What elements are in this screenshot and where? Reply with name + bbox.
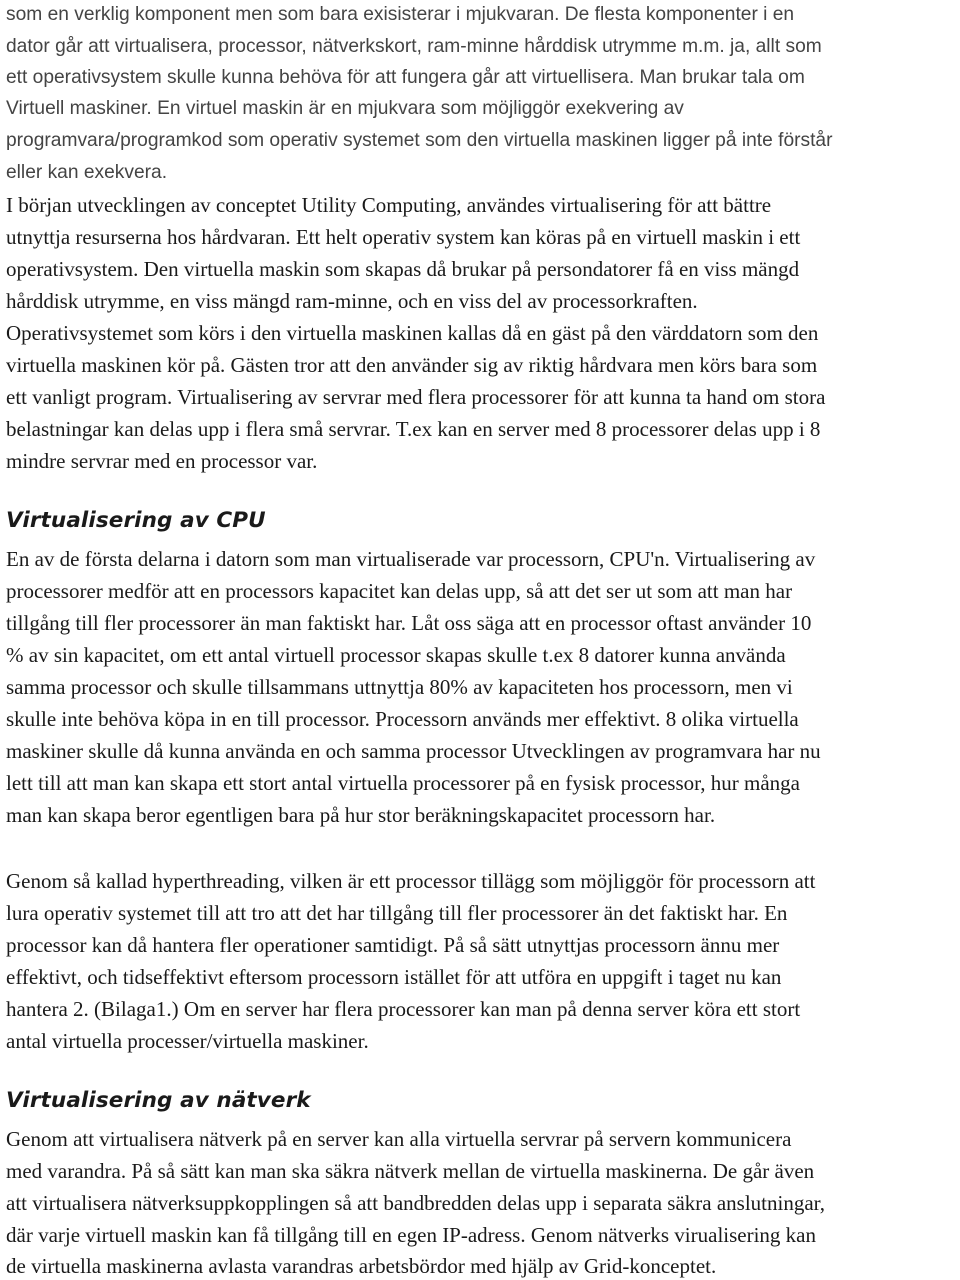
section-heading-cpu: Virtualisering av CPU: [6, 508, 266, 533]
paragraph-line: processor kan då hantera fler operationer samtidigt. På så sätt utnyttjas processorn ännu mer: [6, 933, 780, 957]
paragraph-line: lett till att man kan skapa ett stort antal virtuella processorer på en fysisk processor, hur många: [6, 771, 801, 795]
paragraph-line: mindre servrar med en processor var.: [6, 449, 318, 473]
paragraph-line: man kan skapa beror egentligen bara på hur stor beräkningskapacitet processorn har.: [6, 803, 716, 827]
paragraph-line: effektivt, och tidseffektivt eftersom processorn istället för att utföra en uppgift i taget nu kan: [6, 965, 782, 989]
paragraph-line: antal virtuella processer/virtuella maskiner.: [6, 1029, 369, 1053]
paragraph-line: tillgång till fler processorer än man faktiskt har. Låt oss säga att en processor oftast använder 10: [6, 611, 812, 635]
paragraph-line: eller kan exekvera.: [6, 162, 168, 183]
paragraph-line: belastningar kan delas upp i flera små servrar. T.ex kan en server med 8 processorer delas upp i 8: [6, 417, 821, 441]
paragraph-line: programvara/programkod som operativ systemet som den virtuella maskinen ligger på inte förstår: [6, 130, 833, 151]
paragraph-line: Genom att virtualisera nätverk på en server kan alla virtuella servrar på servern kommunicera: [6, 1127, 792, 1151]
paragraph-line: där varje virtuell maskin kan få tillgång till en egen IP-adress. Genom nätverks virualisering kan: [6, 1223, 817, 1247]
paragraph-line: hantera 2. (Bilaga1.) Om en server har flera processorer kan man på denna server köra ett stort: [6, 997, 801, 1021]
paragraph-line: utnyttja resurserna hos hårdvaran. Ett helt operativ system kan köras på en virtuell maskin i ett: [6, 225, 801, 249]
paragraph-line: samma processor och skulle tillsammans uttnyttja 80% av kapaciteten hos processorn, men vi: [6, 675, 793, 699]
section-heading-network: Virtualisering av nätverk: [6, 1088, 311, 1113]
paragraph-line: de virtuella maskinerna avlasta varandras arbetsbördor med hjälp av Grid-konceptet.: [6, 1254, 717, 1278]
paragraph-line: dator går att virtualisera, processor, nätverkskort, ram-minne hårddisk utrymme m.m. ja, allt som: [6, 36, 822, 57]
paragraph-line: att virtualisera nätverksuppkopplingen så att bandbredden delas upp i separata säkra anslutningar,: [6, 1191, 826, 1215]
paragraph-line: maskiner skulle då kunna använda en och samma processor Utvecklingen av programvara har nu: [6, 739, 821, 763]
paragraph-line: Virtuell maskiner. En virtuel maskin är en mjukvara som möjliggör exekvering av: [6, 98, 684, 119]
paragraph-line: processorer medför att en processors kapacitet kan delas upp, så att det ser ut som att man har: [6, 579, 793, 603]
paragraph-line: Operativsystemet som körs i den virtuella maskinen kallas då en gäst på den värddatorn som den: [6, 321, 819, 345]
paragraph-line: ett operativsystem skulle kunna behöva för att fungera går att virtuellisera. Man brukar tala om: [6, 67, 805, 88]
paragraph-line: ett vanligt program. Virtualisering av servrar med flera processorer för att kunna ta hand om stora: [6, 385, 826, 409]
paragraph-line: Genom så kallad hyperthreading, vilken är ett processor tillägg som möjliggör för processorn att: [6, 869, 816, 893]
paragraph-line: % av sin kapacitet, om ett antal virtuell processor skapas skulle t.ex 8 datorer kunna använda: [6, 643, 786, 667]
paragraph-line: hårddisk utrymme, en viss mängd ram-minne, och en viss del av processorkraften.: [6, 289, 698, 313]
paragraph-line: En av de första delarna i datorn som man virtualiserade var processorn, CPU'n. Virtualisering av: [6, 547, 816, 571]
paragraph-line: I början utvecklingen av conceptet Utility Computing, användes virtualisering för att bättre: [6, 193, 772, 217]
paragraph-line: med varandra. På så sätt kan man ska säkra nätverk mellan de virtuella maskinerna. De går även: [6, 1159, 815, 1183]
paragraph-line: lura operativ systemet till att tro att det har tillgång till fler processorer än det faktiskt har. En: [6, 901, 788, 925]
paragraph-line: operativsystem. Den virtuella maskin som skapas då brukar på persondatorer få en viss mängd: [6, 257, 800, 281]
paragraph-line: virtuella maskinen kör på. Gästen tror att den använder sig av riktig hårdvara men körs bara som: [6, 353, 818, 377]
paragraph-line: som en verklig komponent men som bara exisisterar i mjukvaran. De flesta komponenter i en: [6, 4, 795, 25]
paragraph-line: skulle inte behöva köpa in en till processor. Processorn används mer effektivt. 8 olika virtuella: [6, 707, 799, 731]
